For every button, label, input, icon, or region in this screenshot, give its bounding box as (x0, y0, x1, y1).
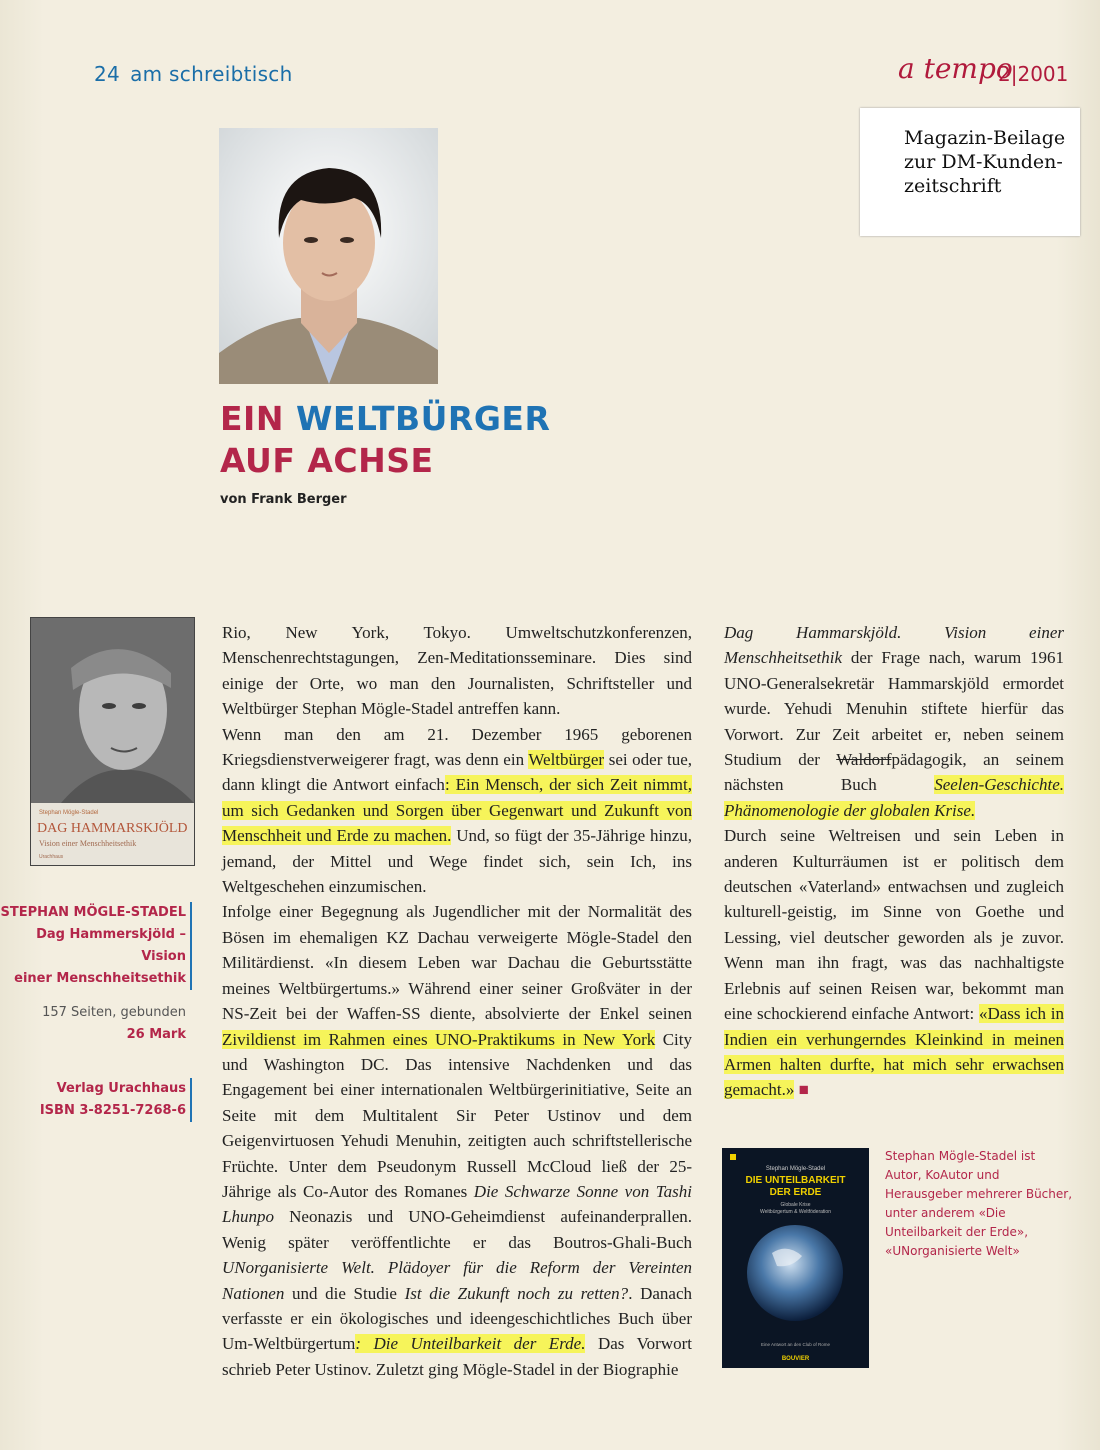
paragraph: Infolge einer Begegnung als Jugendlicher mit der Normalität des Bösen im ehemaligen KZ Dachau verweigerte Mögle-Stadel den Militärdienst. «In diesem Leben war Dachau die Geburtsstätte meines Weltbürgertums.» Während einer seiner Großväter in der NS-Zeit bei der Waffen-SS diente, absolvierte der Enkel seinen Zivildienst im Rahmen eines UNO-Praktikums in New York City und Washington DC. Das intensive Nachdenken und das Engagement bei einer internationalen Weltbürgerinitiative, Seite an Seite mit dem Multitalent Sir Peter Ustinov und dem Geigenvirtuosen Yehudi Menuhin, zeitigten auch schriftstellerische Früchte. Unter dem Pseudonym Russell McCloud ließ der 25-Jährige als Co-Autor des Romanes Die Schwarze Sonne von Tashi Lhunpo Neonazis und UNO-Geheimdienst aufeinanderprallen. Wenig später veröffentlichte er das Boutros-Ghali-Buch UNorganisierte Welt. Plädoyer für die Reform der Vereinten Nationen und die Studie Ist die Zukunft noch zu retten?. Danach verfasste er ein ökologisches und ideengeschichtliches Buch über Um-Weltbürgertum: Die Unteilbarkeit der Erde. Das Vorwort schrieb Peter Ustinov. Zuletzt ging Mögle-Stadel in der Biographie (222, 902, 693, 1379)
article-column-2 (724, 620, 1064, 1103)
sidebar-isbn: ISBN 3-8251-7268-6 (40, 1100, 192, 1122)
stamp-line: Magazin-Beilage (904, 127, 1066, 149)
paragraph: Rio, New York, Tokyo. Umweltschutzkonferenzen, Menschenrechtstagungen, Zen-Meditationsseminare. Dies sind einige der Orte, wo man den Journalisten, Schriftsteller und Weltbürger Stephan Mögle-Stadel antreffen kann. (222, 623, 692, 719)
issue-number: 2|2001 (998, 62, 1069, 86)
headline-word: WELTBÜRGER (295, 399, 551, 438)
paragraph: Durch seine Weltreisen und sein Leben in anderen Kulturräumen ist er politisch dem deutschen «Vaterland» entwachsen und zugleich kulturell-geistig, im Sinne von Goethe und Lessing, viel deutscher geworden als je zuvor. Wenn man ihn fragt, was das nachhaltigste Erlebnis auf seinen Reisen war, bekommt man eine schockierend einfache Antwort: «Dass ich in Indien ein verhungerndes Kleinkind in meinen Armen halten durfte, hat mich sehr erwachsen gemacht.» ■ (724, 826, 1064, 1100)
book-cover-unteilbarkeit (722, 1148, 869, 1368)
sidebar-title-line: einer Menschheitsethik (0, 968, 192, 990)
headline-line: AUF ACHSE (220, 441, 434, 480)
cover-title: DAG HAMMARSKJÖLD (37, 821, 188, 836)
sidebar-publisher: Verlag Urachhaus (40, 1078, 192, 1100)
book-info-title (0, 902, 192, 990)
stamp-line: zur DM-Kunden- (904, 151, 1063, 173)
sidebar-pages: 157 Seiten, gebunden (42, 1005, 186, 1020)
cover-author: Stephan Mögle-Stadel (765, 1166, 826, 1172)
cover-title: DER ERDE (769, 1187, 822, 1198)
sidebar-author: STEPHAN MÖGLE-STADEL (0, 902, 192, 924)
highlight: : Die Unteilbarkeit der Erde. (355, 1334, 586, 1354)
cover-publisher: BOUVIER (781, 1356, 810, 1362)
highlight: «Dass ich in Indien ein verhungerndes Kleinkind in meinen Armen halten durfte, hat mich sehr erwachsen gemacht.» (724, 1004, 1064, 1100)
sidebar-title-line: Dag Hammerskjöld – Vision (0, 924, 192, 968)
cover-foreword: Eine Antwort an den Club of Rome (760, 1342, 831, 1347)
book-info-publisher (40, 1078, 192, 1122)
highlight: Zivildienst im Rahmen eines UNO-Praktikums in New York (222, 1029, 656, 1049)
magazine-logo: a tempo (898, 52, 1013, 85)
author-portrait (219, 128, 438, 384)
highlight: Seelen-Geschichte. Phänomenologie der globalen Krise. (724, 775, 1064, 820)
book-info-details (42, 1002, 192, 1046)
section-title: am schreibtisch (130, 62, 293, 86)
end-mark: ■ (794, 1080, 809, 1100)
cover-subtitle: Vision einer Menschheitsethik (39, 839, 137, 848)
highlight: Weltbürger (528, 750, 605, 770)
page-header (94, 62, 293, 86)
paragraph: Dag Hammarskjöld. Vision einer Menschheitsethik der Frage nach, warum 1961 UNO-Generalsekretär Hammarskjöld ermordet wurde. Yehudi Menuhin stiftete hierfür das Vorwort. Zur Zeit arbeitet er, neben seinem Studium der Waldorfpädagogik, an seinem nächsten Buch Seelen-Geschichte. Phänomenologie der globalen Krise. (724, 623, 1064, 820)
article-headline (220, 398, 550, 482)
cover-publisher: Urachhaus (39, 854, 64, 860)
article-column-1 (222, 620, 692, 1382)
highlight: : Ein Mensch, der sich Zeit nimmt, um sich Gedanken und Sorgen über Gegenwart und Zukunft von Menschheit und Erde zu machen. (222, 775, 692, 846)
headline-word: EIN (220, 399, 284, 438)
cover-author: Stephan Mögle-Stadel (39, 810, 99, 816)
book-cover-hammarskjold (30, 617, 195, 866)
book-caption: Stephan Mögle-Stadel ist Autor, KoAutor und Herausgeber mehrerer Bücher, unter anderem «Die Unteilbarkeit der Erde», «UNorganisierte Welt» (885, 1149, 1073, 1258)
page-number: 24 (94, 62, 121, 86)
sidebar-price: 26 Mark (126, 1027, 186, 1042)
cover-subtitle: Globale Krise (780, 1202, 811, 1208)
cover-title: DIE UNTEILBARKEIT (745, 1175, 846, 1186)
byline: von Frank Berger (220, 492, 347, 507)
supplement-stamp (860, 108, 1080, 236)
cover-subtitle: Weltbürgertum & Weltföderation (760, 1209, 831, 1215)
paragraph: Wenn man den am 21. Dezember 1965 geborenen Kriegsdienstverweigerer fragt, was denn ein Weltbürger sei oder tue, dann klingt die Antwort einfach: Ein Mensch, der sich Zeit nimmt, um sich Gedanken und Sorgen über Gegenwart und Zukunft von Menschheit und Erde zu machen. Und, so fügt der 35-Jährige hinzu, jemand, der Mittel und Wege findet sich, sein Ich, ins Weltgeschehen einzumischen. (222, 724, 692, 897)
stamp-line: zeitschrift (904, 175, 1002, 197)
